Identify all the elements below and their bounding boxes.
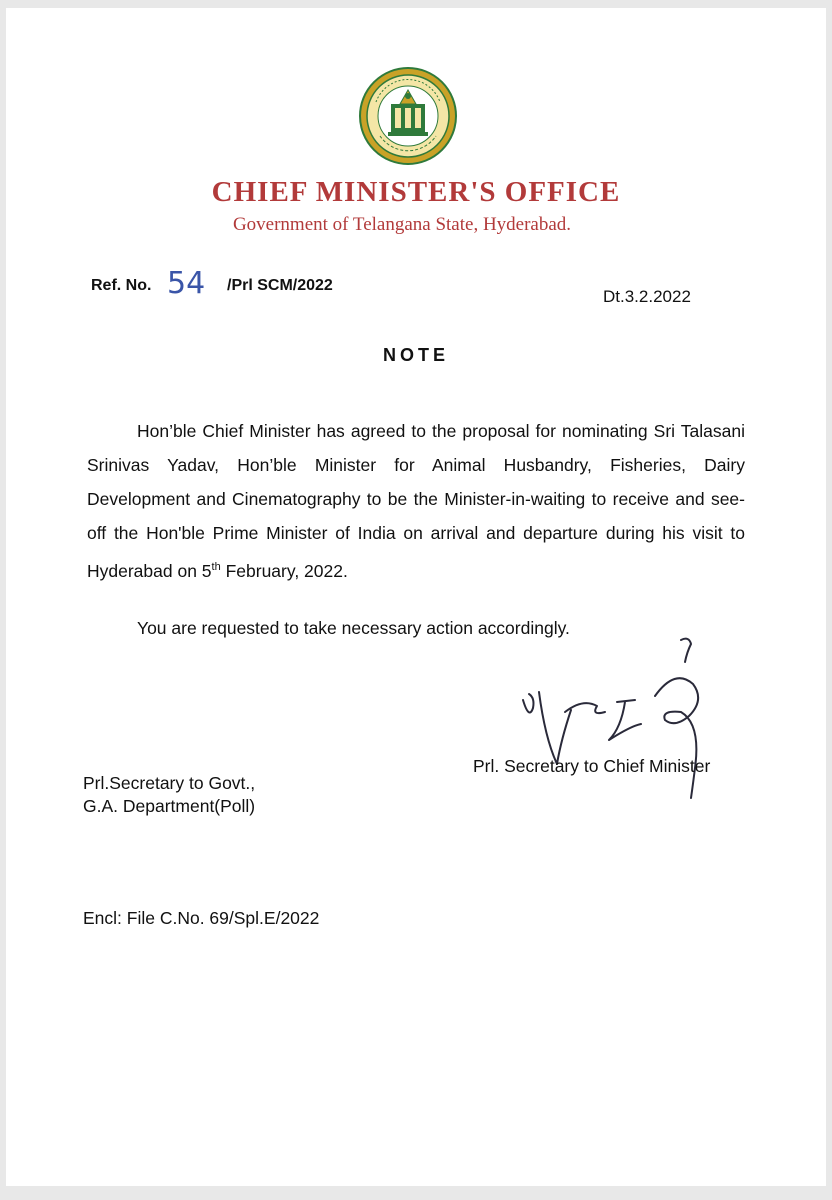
body-text-end: February, 2022. xyxy=(220,560,348,581)
recipient-block xyxy=(83,772,255,818)
office-subtitle: Government of Telangana State, Hyderabad. xyxy=(232,214,572,235)
note-heading: NOTE xyxy=(382,345,449,365)
state-emblem-seal xyxy=(358,66,458,166)
recipient-line-2: G.A. Department(Poll) xyxy=(83,796,256,816)
signatory-title: Prl. Secretary to Chief Minister xyxy=(473,756,711,776)
office-title: CHIEF MINISTER'S OFFICE xyxy=(211,176,621,208)
enclosure-line: Encl: File C.No. 69/Spl.E/2022 xyxy=(83,908,320,928)
body-text: Hon’ble Chief Minister has agreed to the proposal for nominating Sri Talasani Srinivas Yadav, Hon’ble Minister for Animal Husbandry, Fisheries, Dairy Development and Cinematography to be the Minister-in-waiting to receive and see-off the Hon'ble Prime Minister of India on arrival and departure during his visit to Hyderabad on 5 xyxy=(87,421,745,581)
ref-number-handwritten: 54 xyxy=(167,266,206,301)
ref-suffix: /Prl SCM/2022 xyxy=(227,277,333,294)
recipient-line-1: Prl.Secretary to Govt., xyxy=(83,773,256,793)
ref-label: Ref. No. xyxy=(91,277,152,294)
handwritten-signature xyxy=(505,628,745,808)
body-paragraph xyxy=(87,414,745,588)
date-ordinal: th xyxy=(211,561,221,573)
request-line: You are requested to take necessary action accordingly. xyxy=(137,618,570,638)
document-date: Dt.3.2.2022 xyxy=(603,287,691,306)
